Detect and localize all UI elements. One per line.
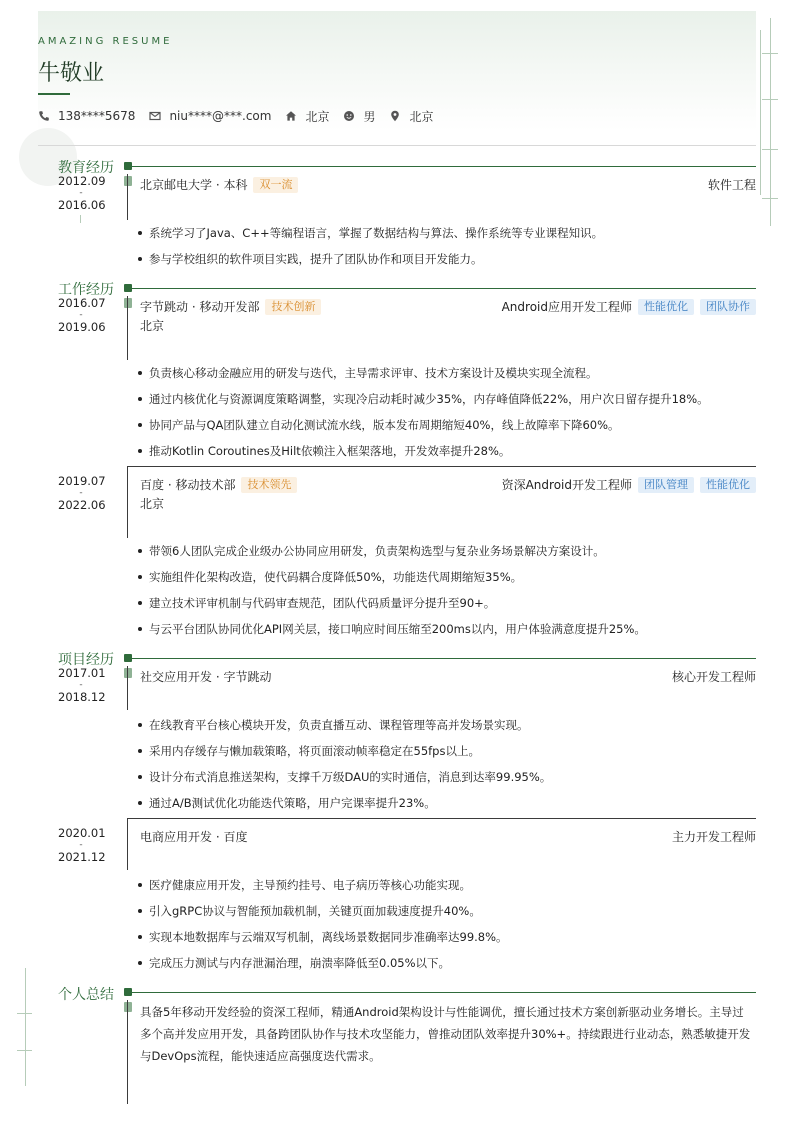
contact-email [149, 109, 271, 123]
email-text: niu****@***.com [169, 109, 272, 123]
entry-role [672, 828, 756, 845]
entry-line [128, 466, 756, 467]
entry-location: 北京 [140, 497, 165, 511]
entry-date [58, 827, 104, 863]
list-item: 通过内核优化与资源调度策略调整，实现冷启动耗时减少35%，内存峰值降低22%，用户次日留存提升18%。 [138, 391, 756, 417]
location-text: 北京 [409, 109, 434, 124]
date-start: 2020.01 [58, 826, 106, 840]
role-text: Android应用开发工程师 [501, 300, 632, 314]
date-end: 2019.06 [58, 320, 106, 334]
list-item: 负责核心移动金融应用的研发与迭代，主导需求评审、技术方案设计及模块实现全流程。 [138, 365, 756, 391]
date-separator: - [79, 840, 83, 850]
entry-bullets [138, 365, 756, 469]
timeline-line [127, 296, 128, 360]
entry-bullets [138, 877, 756, 981]
section-title-projects: 项目经历 [58, 652, 114, 668]
entry-date [58, 175, 104, 211]
entry-marker [124, 1002, 132, 1012]
list-item: 参与学校组织的软件项目实践，提升了团队协作和项目开发能力。 [138, 251, 756, 277]
section-title-summary: 个人总结 [58, 987, 114, 1003]
list-item: 与云平台团队协同优化API网关层，接口响应时间压缩至200ms以内，用户体验满意度提升25%。 [138, 621, 756, 647]
role-text: 主力开发工程师 [671, 830, 756, 844]
date-start: 2017.01 [58, 666, 106, 680]
list-item: 设计分布式消息推送架构，支撑千万级DAU的实时通信，消息到达率99.95%。 [138, 769, 756, 795]
decorative-tick [17, 1013, 32, 1014]
contact-location [389, 108, 433, 125]
timeline-line [127, 1000, 128, 1104]
gender-text: 男 [363, 109, 376, 124]
section-line [128, 166, 756, 167]
school-tag: 双一流 [253, 177, 298, 193]
list-item: 实施组件化架构改造，使代码耦合度降低50%，功能迭代周期缩短35%。 [138, 569, 756, 595]
contact-phone [38, 109, 135, 123]
date-start: 2016.07 [58, 296, 106, 310]
role-tag: 团队管理 [638, 477, 694, 493]
project-name: 社交应用开发 · 字节跳动 [140, 670, 272, 684]
date-end: 2016.06 [58, 198, 106, 212]
school-name: 北京邮电大学 · 本科 [140, 178, 248, 192]
entry-bullets [138, 543, 756, 647]
company-tag: 技术创新 [265, 299, 321, 315]
list-item: 推动Kotlin Coroutines及Hilt依赖注入框架落地，开发效率提升28%。 [138, 443, 756, 469]
entry-major [708, 176, 756, 193]
section-marker [124, 162, 132, 170]
entry-bullets [138, 717, 756, 821]
date-start: 2012.09 [58, 174, 106, 188]
section-line [128, 658, 756, 659]
decorative-tick [762, 149, 778, 150]
decorative-tick [762, 198, 778, 199]
name-underline [38, 93, 70, 95]
section-line [128, 992, 756, 993]
role-tag: 性能优化 [638, 299, 694, 315]
residence-text: 北京 [305, 109, 330, 124]
section-line [128, 288, 756, 289]
list-item: 完成压力测试与内存泄漏治理，崩溃率降低至0.05%以下。 [138, 955, 756, 981]
company-name: 字节跳动 · 移动开发部 [140, 300, 260, 314]
list-item: 系统学习了Java、C++等编程语言，掌握了数据结构与算法、操作系统等专业课程知识。 [138, 225, 756, 251]
list-item: 引入gRPC协议与智能预加载机制，关键页面加载速度提升40%。 [138, 903, 756, 929]
decorative-tick [17, 1050, 32, 1051]
candidate-name: 牛敬业 [38, 61, 105, 86]
list-item: 医疗健康应用开发，主导预约挂号、电子病历等核心功能实现。 [138, 877, 756, 903]
mail-icon [149, 110, 161, 122]
entry-bullets [138, 225, 756, 277]
decorative-vertical-line [770, 18, 771, 226]
entry-organization [140, 176, 298, 193]
section-marker [124, 654, 132, 662]
list-item: 实现本地数据库与云端双写机制，离线场景数据同步准确率达99.8%。 [138, 929, 756, 955]
list-item: 协同产品与QA团队建立自动化测试流水线，版本发布周期缩短40%，线上故障率下降60%。 [138, 417, 756, 443]
contact-gender [343, 108, 375, 125]
timeline-line [127, 174, 128, 220]
role-text: 资深Android开发工程师 [501, 478, 632, 492]
summary-text: 具备5年移动开发经验的资深工程师，精通Android架构设计与性能调优，擅长通过技术方案创新驱动业务增长。主导过多个高并发应用开发，具备跨团队协作与技术攻坚能力，曾推动团队效率提升30%+。持续跟进行业动态，熟悉敏捷开发与DevOps流程，能快速适应高强度迭代需求。 [140, 1005, 751, 1063]
entry-organization [140, 668, 271, 685]
gender-icon [343, 110, 355, 122]
entry-date [58, 667, 104, 703]
header-divider [38, 145, 756, 146]
list-item: 带领6人团队完成企业级办公协同应用研发，负责架构选型与复杂业务场景解决方案设计。 [138, 543, 756, 569]
home-icon [285, 110, 297, 122]
decorative-vertical-line [760, 30, 761, 195]
date-separator: - [79, 310, 83, 320]
decorative-tick [762, 53, 778, 54]
entry-role [672, 668, 756, 685]
entry-line [128, 818, 756, 819]
entry-marker [124, 298, 132, 308]
role-text: 核心开发工程师 [671, 670, 756, 684]
entry-location: 北京 [140, 319, 165, 333]
section-title-work: 工作经历 [58, 282, 114, 298]
entry-marker [124, 668, 132, 678]
section-marker [124, 284, 132, 292]
decorative-vertical-line [80, 215, 81, 223]
list-item: 通过A/B测试优化功能迭代策略，用户完课率提升23%。 [138, 795, 756, 821]
section-title-education: 教育经历 [58, 160, 114, 176]
company-name: 百度 · 移动技术部 [140, 478, 236, 492]
entry-role [502, 298, 756, 315]
contact-residence [285, 108, 329, 125]
section-marker [124, 988, 132, 996]
decorative-tick [762, 99, 778, 100]
entry-date [58, 297, 104, 333]
major-text: 软件工程 [707, 178, 756, 192]
project-name: 电商应用开发 · 百度 [140, 830, 248, 844]
date-end: 2018.12 [58, 690, 106, 704]
role-tag: 性能优化 [700, 477, 756, 493]
date-start: 2019.07 [58, 474, 106, 488]
entry-organization [140, 828, 247, 845]
date-end: 2022.06 [58, 498, 106, 512]
date-separator: - [79, 680, 83, 690]
date-separator: - [79, 488, 83, 498]
role-tag: 团队协作 [700, 299, 756, 315]
brand-label: AMAZING RESUME [38, 36, 173, 47]
location-icon [389, 110, 401, 122]
timeline-line [127, 818, 128, 870]
timeline-line [127, 466, 128, 538]
company-tag: 技术领先 [241, 477, 297, 493]
entry-role [502, 476, 756, 493]
entry-marker [124, 176, 132, 186]
contact-bar [38, 108, 448, 124]
date-end: 2021.12 [58, 850, 106, 864]
list-item: 采用内存缓存与懒加载策略，将页面滚动帧率稳定在55fps以上。 [138, 743, 756, 769]
entry-organization [140, 476, 297, 493]
entry-date [58, 475, 104, 511]
decorative-vertical-line [25, 968, 26, 1086]
phone-icon [38, 110, 50, 122]
entry-organization [140, 298, 321, 315]
timeline-line [127, 666, 128, 710]
list-item: 在线教育平台核心模块开发，负责直播互动、课程管理等高并发场景实现。 [138, 717, 756, 743]
list-item: 建立技术评审机制与代码审查规范，团队代码质量评分提升至90+。 [138, 595, 756, 621]
phone-text: 138****5678 [58, 109, 136, 123]
date-separator: - [79, 188, 83, 198]
